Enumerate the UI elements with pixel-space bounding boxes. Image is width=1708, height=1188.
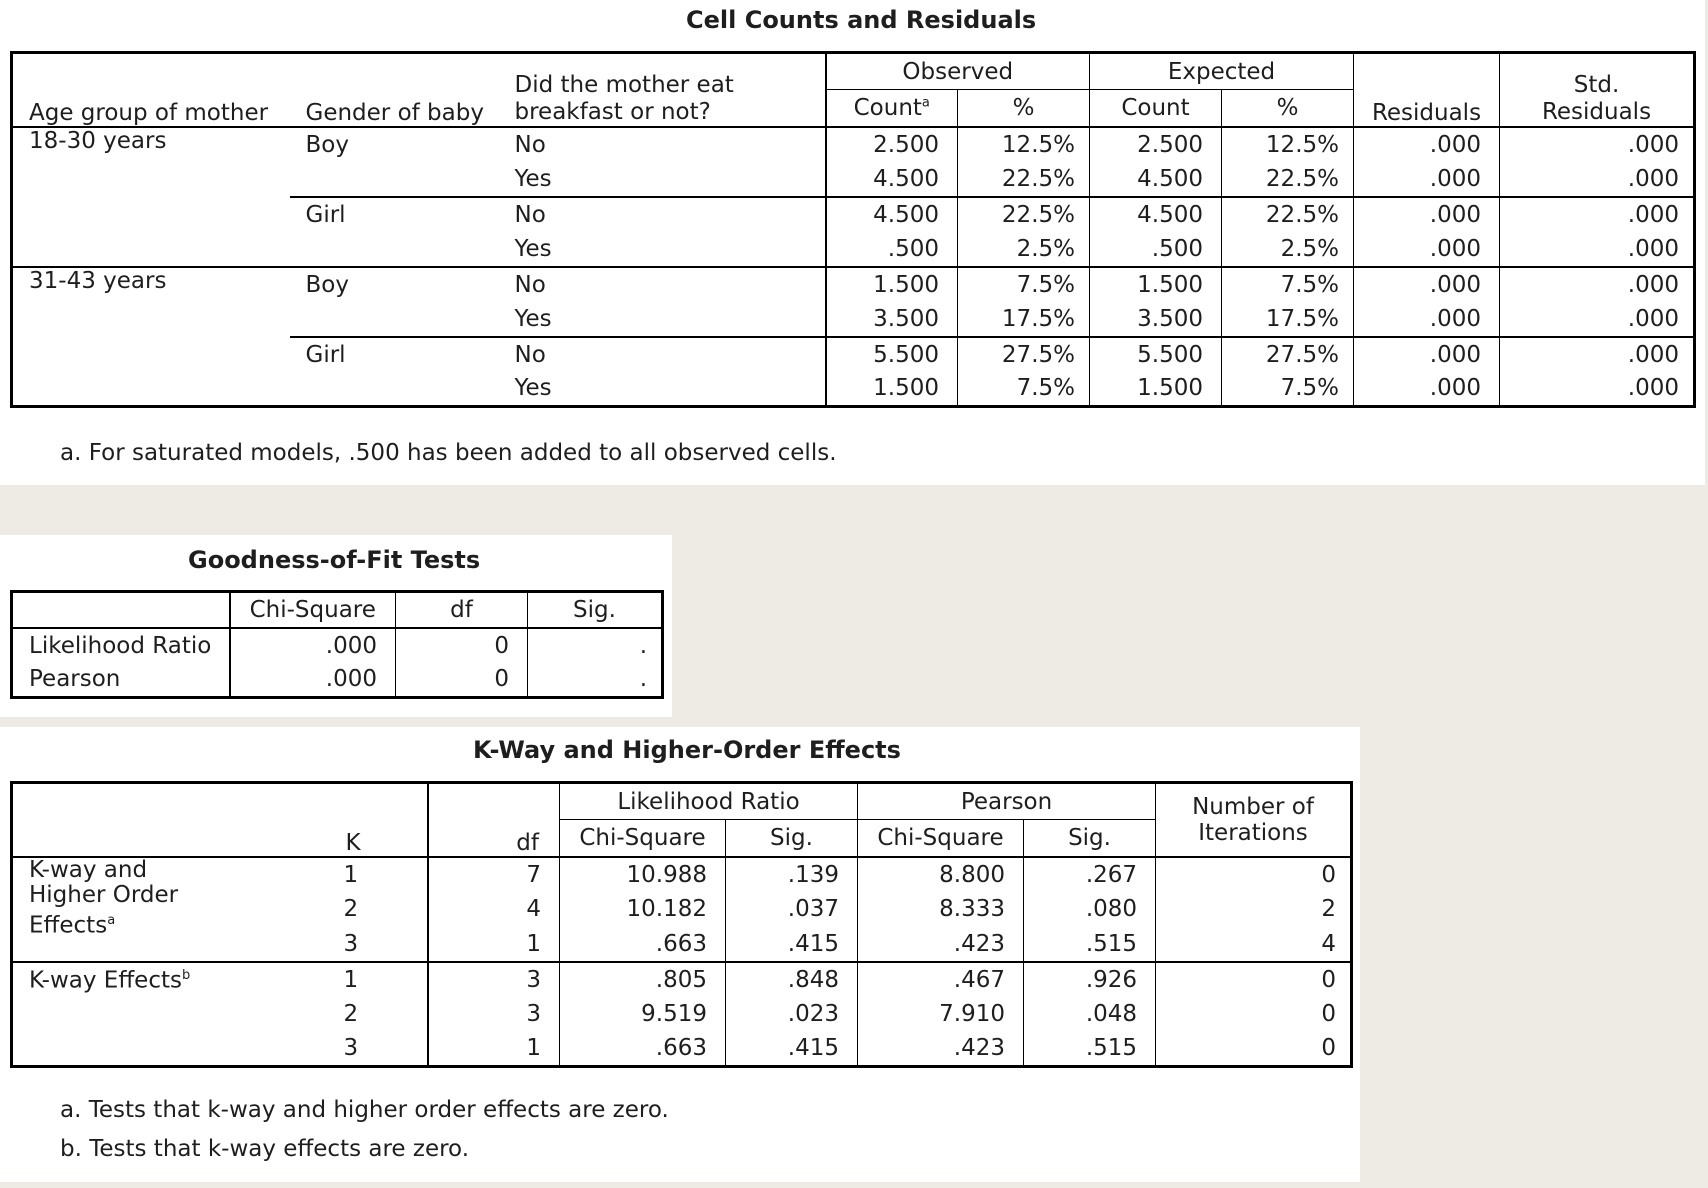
kway-group-footnote-marker: a [107, 912, 116, 928]
residual-cell: .000 [1354, 162, 1500, 197]
col-header-residuals: Residuals [1354, 53, 1500, 127]
obs-count-label: Count [853, 94, 922, 121]
kway-iterations-cell: 4 [1156, 927, 1352, 962]
kway-iterations-cell: 0 [1156, 962, 1352, 997]
gender-cell [290, 232, 507, 267]
gof-header-sig: Sig. [528, 592, 663, 628]
kway-k-cell: 2 [343, 896, 359, 922]
gof-chi-square-cell: .000 [230, 628, 396, 663]
std-residual-cell: .000 [1500, 302, 1695, 337]
gender-cell: Boy [305, 131, 349, 158]
kway-df-cell: 1 [428, 1032, 560, 1067]
exp-count-cell: 3.500 [1090, 302, 1222, 337]
kway-title: K-Way and Higher-Order Effects [473, 736, 901, 764]
gender-cell: Girl [290, 197, 507, 232]
gender-cell [290, 372, 507, 407]
gof-row-label: Likelihood Ratio [29, 632, 212, 659]
obs-pct-cell: 7.5% [958, 372, 1090, 407]
kway-lr-chi-cell: 10.182 [560, 892, 726, 927]
std-residual-cell: .000 [1500, 162, 1695, 197]
kway-iterations-cell: 2 [1156, 892, 1352, 927]
exp-pct-cell: 12.5% [1222, 127, 1354, 162]
kway-header-p-sig: Sig. [1024, 820, 1156, 857]
exp-count-cell: .500 [1090, 232, 1222, 267]
col-header-age-group: Age group of mother [12, 53, 290, 127]
kway-table [10, 781, 1353, 1068]
gof-df-cell: 0 [396, 628, 528, 663]
goodness-of-fit-body [12, 628, 663, 698]
kway-header-p-chi: Chi-Square [858, 820, 1024, 857]
obs-count-cell: 1.500 [826, 267, 958, 302]
gof-sig-cell: . [528, 663, 663, 698]
kway-p-sig-cell: .080 [1024, 892, 1156, 927]
kway-p-sig-cell: .515 [1024, 1032, 1156, 1067]
breakfast-cell: No [514, 131, 546, 158]
kway-header-df: df [428, 783, 560, 857]
breakfast-cell: Yes [514, 235, 552, 262]
kway-header-k: K [318, 783, 428, 857]
col-header-expected: Expected [1090, 53, 1354, 90]
breakfast-cell: Yes [514, 165, 552, 192]
obs-count-cell: .500 [826, 232, 958, 267]
col-header-obs-pct: % [958, 90, 1090, 127]
kway-group-label-text: K-way Effects [29, 967, 182, 994]
exp-count-cell: 5.500 [1090, 337, 1222, 372]
exp-count-cell: 1.500 [1090, 372, 1222, 407]
std-residual-cell: .000 [1500, 337, 1695, 372]
gof-header-df: df [396, 592, 528, 628]
obs-count-footnote-marker: a [921, 95, 930, 111]
exp-count-cell: 4.500 [1090, 162, 1222, 197]
kway-iterations-cell: 0 [1156, 857, 1352, 892]
kway-df-cell: 1 [428, 927, 560, 962]
breakfast-cell: Yes [514, 305, 552, 332]
age-group-cell: 31-43 years [12, 267, 290, 407]
gender-cell [290, 302, 507, 337]
kway-lr-chi-cell: .805 [560, 962, 726, 997]
gender-cell [290, 162, 507, 197]
std-residual-cell: .000 [1500, 127, 1695, 162]
kway-lr-sig-cell: .023 [726, 997, 858, 1032]
goodness-of-fit-table [10, 590, 664, 699]
residual-cell: .000 [1354, 267, 1500, 302]
obs-count-cell: 3.500 [826, 302, 958, 337]
gof-df-cell: 0 [396, 663, 528, 698]
kway-header-lr-sig: Sig. [726, 820, 858, 857]
std-residual-cell: .000 [1500, 267, 1695, 302]
kway-header-likelihood-ratio: Likelihood Ratio [560, 783, 858, 820]
residual-cell: .000 [1354, 232, 1500, 267]
kway-group-label-text: K-way and Higher Order Effects [29, 856, 179, 939]
exp-count-cell: 2.500 [1090, 127, 1222, 162]
col-header-gender: Gender of baby [290, 53, 507, 127]
kway-p-chi-cell: 8.333 [858, 892, 1024, 927]
col-header-observed: Observed [826, 53, 1090, 90]
residual-cell: .000 [1354, 372, 1500, 407]
gof-row-label: Pearson [29, 666, 121, 693]
kway-p-sig-cell: .515 [1024, 927, 1156, 962]
breakfast-cell: No [507, 197, 826, 232]
kway-lr-chi-cell: 10.988 [560, 857, 726, 892]
exp-count-cell: 4.500 [1090, 197, 1222, 232]
kway-header-lr-chi: Chi-Square [560, 820, 726, 857]
kway-group-label [12, 962, 318, 1067]
obs-pct-cell: 2.5% [958, 232, 1090, 267]
exp-pct-cell: 7.5% [1222, 372, 1354, 407]
std-residual-cell: .000 [1500, 372, 1695, 407]
obs-count-cell: 5.500 [826, 337, 958, 372]
obs-count-cell: 1.500 [826, 372, 958, 407]
exp-pct-cell: 27.5% [1222, 337, 1354, 372]
kway-lr-sig-cell: .848 [726, 962, 858, 997]
kway-lr-chi-cell: .663 [560, 927, 726, 962]
kway-p-chi-cell: 8.800 [858, 857, 1024, 892]
kway-footnote-a: a. Tests that k-way and higher order effects are zero. [60, 1097, 669, 1123]
obs-pct-cell: 22.5% [958, 197, 1090, 232]
kway-df-cell: 4 [428, 892, 560, 927]
gender-cell: Boy [290, 267, 507, 302]
kway-p-chi-cell: .423 [858, 1032, 1024, 1067]
kway-lr-sig-cell: .415 [726, 1032, 858, 1067]
kway-p-sig-cell: .267 [1024, 857, 1156, 892]
kway-k-cell: 1 [343, 861, 359, 888]
kway-group-label [12, 857, 318, 962]
kway-lr-sig-cell: .415 [726, 927, 858, 962]
gender-cell: Girl [290, 337, 507, 372]
table-row [12, 663, 663, 698]
table-row [12, 628, 663, 663]
exp-pct-cell: 2.5% [1222, 232, 1354, 267]
kway-df-cell: 7 [428, 857, 560, 892]
kway-p-sig-cell: .048 [1024, 997, 1156, 1032]
kway-lr-chi-cell: .663 [560, 1032, 726, 1067]
kway-k-cell: 1 [318, 962, 428, 997]
kway-p-chi-cell: 7.910 [858, 997, 1024, 1032]
std-residual-cell: .000 [1500, 232, 1695, 267]
kway-k-cell: 2 [343, 1001, 359, 1027]
exp-count-cell: 1.500 [1090, 267, 1222, 302]
obs-count-cell: 4.500 [826, 162, 958, 197]
kway-group-footnote-marker: b [181, 967, 191, 983]
obs-pct-cell: 12.5% [958, 127, 1090, 162]
kway-body [12, 857, 1352, 1067]
breakfast-cell: No [507, 337, 826, 372]
kway-footnote-b: b. Tests that k-way effects are zero. [60, 1136, 470, 1162]
age-group-cell: 18-30 years [29, 127, 167, 154]
residual-cell: .000 [1354, 337, 1500, 372]
kway-k-cell: 3 [343, 1035, 359, 1062]
residual-cell: .000 [1354, 127, 1500, 162]
kway-header-iterations: Number of Iterations [1156, 783, 1352, 857]
table-row [12, 962, 1352, 997]
obs-pct-cell: 7.5% [958, 267, 1090, 302]
std-residual-cell: .000 [1500, 197, 1695, 232]
kway-iterations-cell: 0 [1156, 1032, 1352, 1067]
breakfast-cell: No [507, 267, 826, 302]
gof-header-blank [12, 592, 230, 628]
gof-sig-cell: . [528, 628, 663, 663]
kway-header-blank [12, 783, 318, 857]
col-header-exp-count: Count [1090, 90, 1222, 127]
cell-counts-footnote: a. For saturated models, .500 has been added to all observed cells. [60, 440, 837, 466]
exp-pct-cell: 22.5% [1222, 197, 1354, 232]
kway-df-cell: 3 [428, 997, 560, 1032]
col-header-std-residuals: Std. Residuals [1500, 53, 1695, 127]
obs-pct-cell: 22.5% [958, 162, 1090, 197]
kway-df-cell: 3 [428, 962, 560, 997]
kway-lr-sig-cell: .037 [726, 892, 858, 927]
kway-p-chi-cell: .467 [858, 962, 1024, 997]
col-header-breakfast: Did the mother eat breakfast or not? [507, 53, 826, 127]
cell-counts-panel [0, 0, 1705, 485]
table-row [12, 127, 1695, 162]
cell-counts-table [10, 51, 1696, 408]
kway-p-chi-cell: .423 [858, 927, 1024, 962]
table-row [12, 857, 1352, 892]
cell-counts-title: Cell Counts and Residuals [686, 6, 1037, 34]
obs-count-cell: 4.500 [826, 197, 958, 232]
cell-counts-body [12, 127, 1695, 407]
table-row [12, 267, 1695, 302]
obs-pct-cell: 27.5% [958, 337, 1090, 372]
goodness-of-fit-panel [0, 535, 672, 717]
kway-panel [0, 727, 1360, 1182]
breakfast-cell: Yes [514, 375, 552, 402]
kway-p-sig-cell: .926 [1024, 962, 1156, 997]
goodness-of-fit-title: Goodness-of-Fit Tests [188, 546, 481, 574]
kway-lr-sig-cell: .139 [726, 857, 858, 892]
obs-count-cell: 2.500 [826, 127, 958, 162]
residual-cell: .000 [1354, 197, 1500, 232]
gof-chi-square-cell: .000 [230, 663, 396, 698]
residual-cell: .000 [1354, 302, 1500, 337]
exp-pct-cell: 7.5% [1222, 267, 1354, 302]
kway-iterations-cell: 0 [1156, 997, 1352, 1032]
kway-lr-chi-cell: 9.519 [560, 997, 726, 1032]
col-header-obs-count [826, 90, 958, 127]
kway-k-cell: 3 [343, 930, 359, 957]
exp-pct-cell: 17.5% [1222, 302, 1354, 337]
gof-header-chi-square: Chi-Square [230, 592, 396, 628]
exp-pct-cell: 22.5% [1222, 162, 1354, 197]
col-header-exp-pct: % [1222, 90, 1354, 127]
kway-header-pearson: Pearson [858, 783, 1156, 820]
obs-pct-cell: 17.5% [958, 302, 1090, 337]
